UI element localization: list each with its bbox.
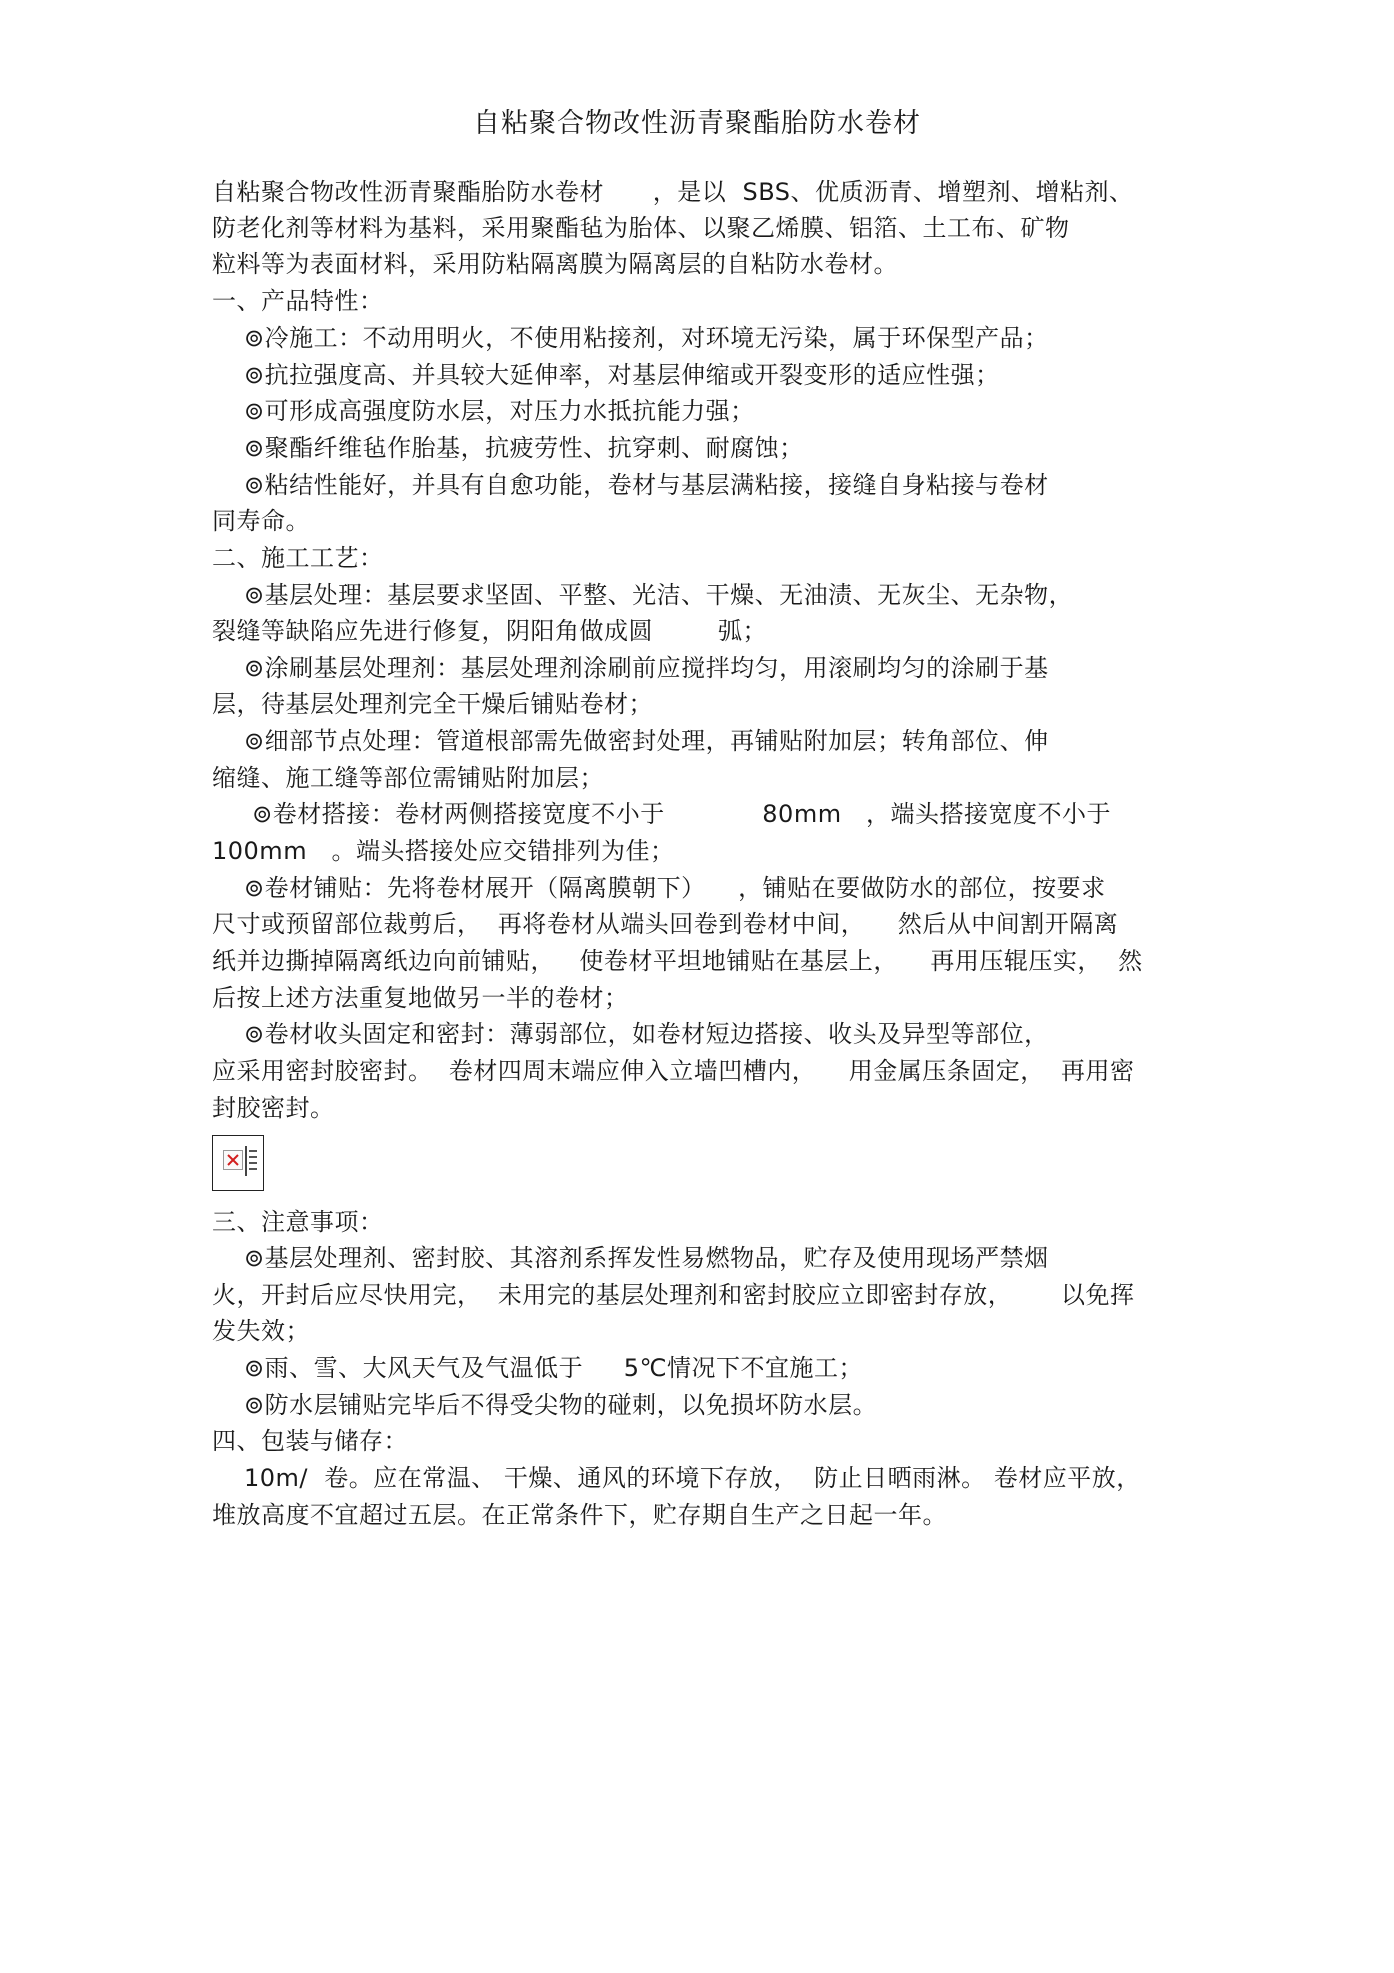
process-item-2: ⊚涂刷基层处理剂：基层处理剂涂刷前应搅拌均匀，用滚刷均匀的涂刷于基	[244, 654, 1049, 682]
packaging-line-2: 堆放高度不宜超过五层。在正常条件下，贮存期自生产之日起一年。	[212, 1501, 947, 1529]
process-item-1: ⊚基层处理：基层要求坚固、平整、光洁、干燥、无油渍、无灰尘、无杂物，	[244, 581, 1074, 609]
notes-item-2: ⊚雨、雪、大风天气及气温低于 5℃情况下不宜施工；	[244, 1354, 863, 1382]
process-item-3: ⊚细部节点处理：管道根部需先做密封处理，再铺贴附加层；转角部位、伸	[244, 727, 1049, 755]
process-item-6-cont-2: 封胶密封。	[212, 1094, 335, 1122]
process-item-5: ⊚卷材铺贴：先将卷材展开（隔离膜朝下） ，铺贴在要做防水的部位，按要求	[244, 874, 1106, 902]
section-heading-features: 一、产品特性：	[212, 287, 384, 315]
notes-item-1-cont-1: 火，开封后应尽快用完， 未用完的基层处理剂和密封胶应立即密封存放， 以免挥	[212, 1281, 1135, 1309]
section-heading-notes: 三、注意事项：	[212, 1208, 384, 1236]
process-item-6-cont-1: 应采用密封胶密封。 卷材四周末端应伸入立墙凹槽内， 用金属压条固定， 再用密	[212, 1057, 1135, 1085]
process-item-5-cont-2: 纸并边撕掉隔离纸边向前铺贴， 使卷材平坦地铺贴在基层上， 再用压辊压实， 然	[212, 947, 1143, 975]
feature-item-2: ⊚抗拉强度高、并具较大延伸率，对基层伸缩或开裂变形的适应性强；	[244, 361, 1000, 389]
document-title: 自粘聚合物改性沥青聚酯胎防水卷材	[473, 108, 921, 139]
process-item-5-cont-1: 尺寸或预留部位裁剪后， 再将卷材从端头回卷到卷材中间， 然后从中间割开隔离	[212, 910, 1119, 938]
process-item-4: ⊚卷材搭接：卷材两侧搭接宽度不小于 80mm ，端头搭接宽度不小于	[244, 800, 1111, 828]
process-item-6: ⊚卷材收头固定和密封：薄弱部位，如卷材短边搭接、收头及异型等部位，	[244, 1020, 1049, 1048]
feature-item-4: ⊚聚酯纤维毡作胎基，抗疲劳性、抗穿刺、耐腐蚀；	[244, 434, 804, 462]
feature-item-1: ⊚冷施工：不动用明火，不使用粘接剂，对环境无污染，属于环保型产品；	[244, 324, 1049, 352]
broken-image-icon	[212, 1135, 264, 1191]
process-item-2-cont: 层，待基层处理剂完全干燥后铺贴卷材；	[212, 690, 653, 718]
notes-item-1-cont-2: 发失效；	[212, 1317, 310, 1345]
packaging-line-1: 10m/ 卷。应在常温、 干燥、通风的环境下存放， 防止日晒雨淋。 卷材应平放，	[244, 1464, 1141, 1492]
feature-item-5: ⊚粘结性能好，并具有自愈功能，卷材与基层满粘接，接缝自身粘接与卷材	[244, 471, 1049, 499]
intro-line-2: 防老化剂等材料为基料，采用聚酯毡为胎体、以聚乙烯膜、铝箔、土工布、矿物	[212, 214, 1070, 242]
feature-item-3: ⊚可形成高强度防水层，对压力水抵抗能力强；	[244, 397, 755, 425]
process-item-4-cont: 100mm 。端头搭接处应交错排列为佳；	[212, 837, 675, 865]
section-heading-packaging: 四、包装与储存：	[212, 1427, 408, 1455]
process-item-5-cont-3: 后按上述方法重复地做另一半的卷材；	[212, 984, 629, 1012]
notes-item-3: ⊚防水层铺贴完毕后不得受尖物的碰刺，以免损坏防水层。	[244, 1391, 878, 1419]
process-item-3-cont: 缩缝、施工缝等部位需铺贴附加层；	[212, 764, 604, 792]
intro-line-1: 自粘聚合物改性沥青聚酯胎防水卷材 ，是以 SBS、优质沥青、增塑剂、增粘剂、	[212, 178, 1134, 206]
section-heading-process: 二、施工工艺：	[212, 544, 384, 572]
notes-item-1: ⊚基层处理剂、密封胶、其溶剂系挥发性易燃物品，贮存及使用现场严禁烟	[244, 1244, 1049, 1272]
feature-item-5-cont: 同寿命。	[212, 507, 310, 535]
intro-line-3: 粒料等为表面材料，采用防粘隔离膜为隔离层的自粘防水卷材。	[212, 250, 898, 278]
process-item-1-cont: 裂缝等缺陷应先进行修复，阴阳角做成圆 弧；	[212, 617, 768, 645]
